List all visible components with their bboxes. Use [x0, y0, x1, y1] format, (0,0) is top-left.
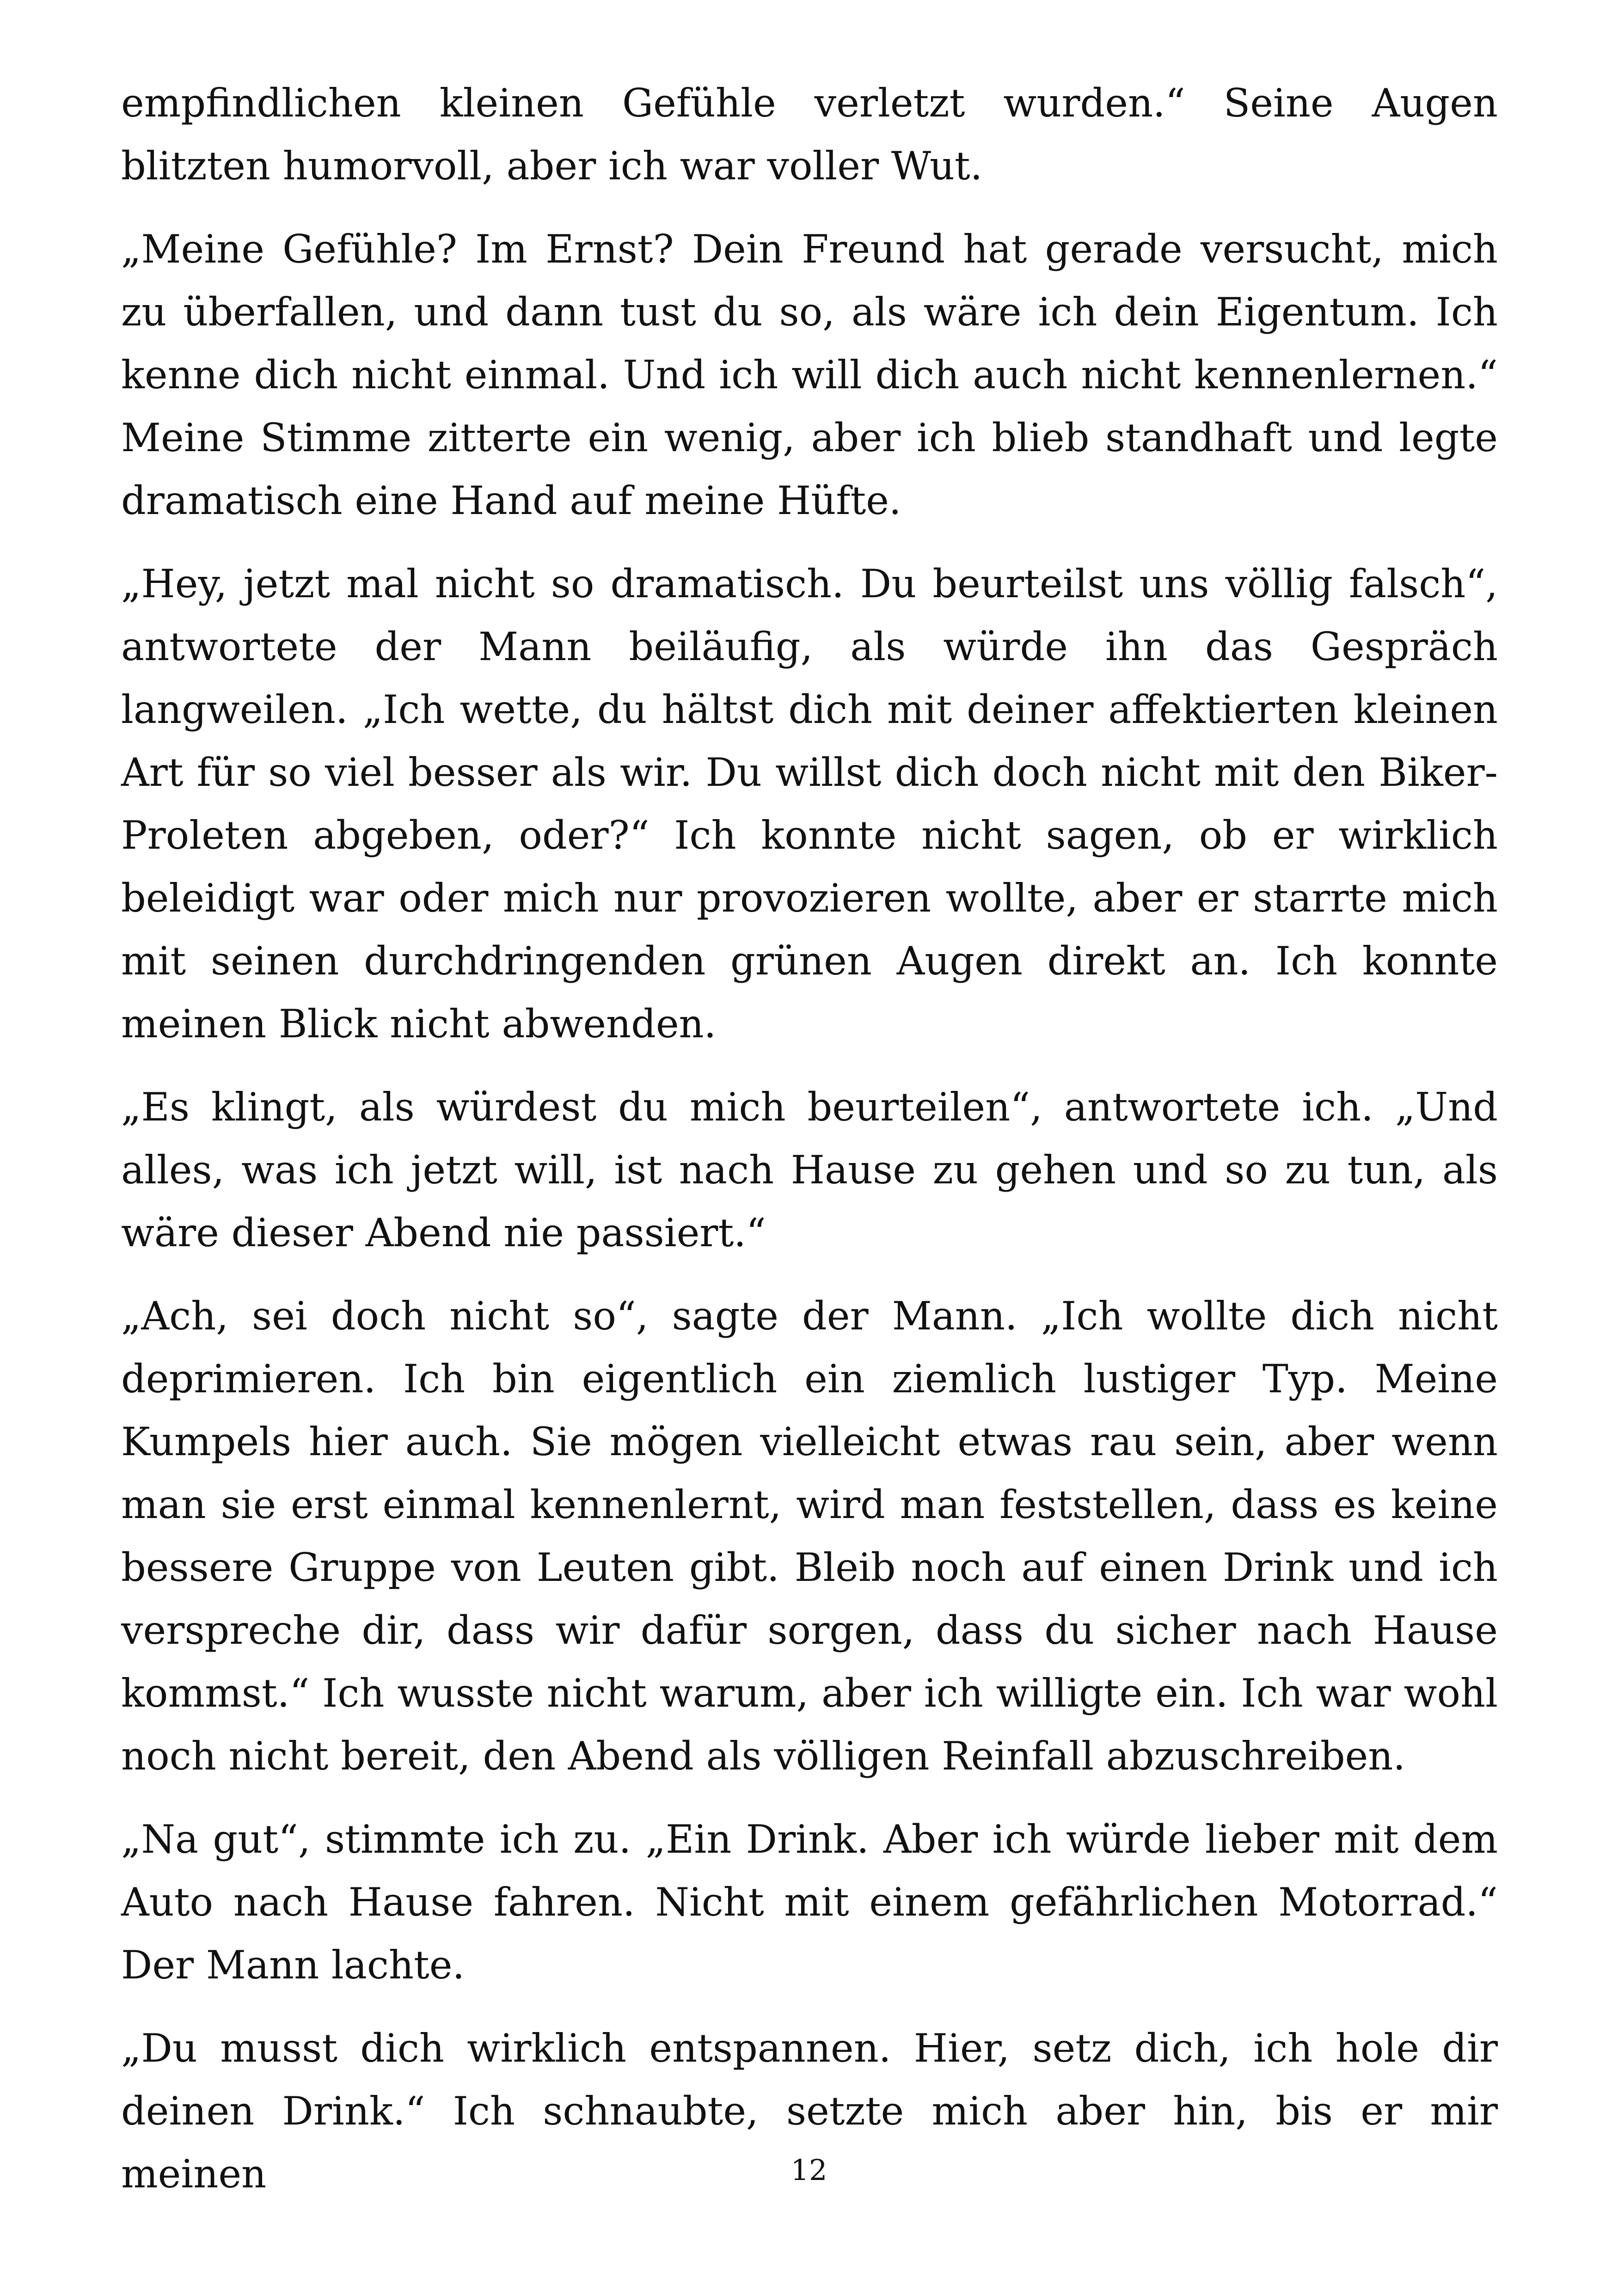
- paragraph-7: „Du musst dich wirklich entspannen. Hier, setz dich, ich hole dir deinen Drink.“ Ich schnaubte, setzte mich aber hin, bis er mir meinen: [121, 2026, 1498, 2197]
- paragraph-1: empfindlichen kleinen Gefühle verletzt wurden.“ Seine Augen blitzten humorvoll, aber ich war voller Wut.: [121, 80, 1498, 189]
- paragraph-6: „Na gut“, stimmte ich zu. „Ein Drink. Aber ich würde lieber mit dem Auto nach Hause fahren. Nicht mit einem gefährlichen Motorrad.“ Der Mann lachte.: [121, 1817, 1498, 1988]
- page-body: [121, 72, 1498, 2226]
- paragraph-3: „Hey, jetzt mal nicht so dramatisch. Du beurteilst uns völlig falsch“, antwortete der Mann beiläufig, als würde ihn das Gespräch langweilen. „Ich wette, du hältst dich mit deiner affektierten kleinen Art für so viel besser als wir. Du willst dich doch nicht mit den Biker-Proleten abgeben, oder?“ Ich konnte nicht sagen, ob er wirklich beleidigt war oder mich nur provozieren wollte, aber er starrte mich mit seinen durchdringenden grünen Augen direkt an. Ich konnte meinen Blick nicht abwenden.: [121, 561, 1498, 1047]
- page-number: 12: [791, 2153, 827, 2187]
- paragraph-4: „Es klingt, als würdest du mich beurteilen“, antwortete ich. „Und alles, was ich jetzt will, ist nach Hause zu gehen und so zu tun, als wäre dieser Abend nie passiert.“: [121, 1084, 1498, 1255]
- paragraph-2: „Meine Gefühle? Im Ernst? Dein Freund hat gerade versucht, mich zu überfallen, und dann tust du so, als wäre ich dein Eigentum. Ich kenne dich nicht einmal. Und ich will dich auch nicht kennenlernen.“ Meine Stimme zitterte ein wenig, aber ich blieb standhaft und legte dramatisch eine Hand auf meine Hüfte.: [121, 227, 1498, 523]
- paragraph-5: „Ach, sei doch nicht so“, sagte der Mann. „Ich wollte dich nicht deprimieren. Ich bin eigentlich ein ziemlich lustiger Typ. Meine Kumpels hier auch. Sie mögen vielleicht etwas rau sein, aber wenn man sie erst einmal kennenlernt, wird man feststellen, dass es keine bessere Gruppe von Leuten gibt. Bleib noch auf einen Drink und ich verspreche dir, dass wir dafür sorgen, dass du sicher nach Hause kommst.“ Ich wusste nicht warum, aber ich willigte ein. Ich war wohl noch nicht bereit, den Abend als völligen Reinfall abzuschreiben.: [121, 1293, 1498, 1779]
